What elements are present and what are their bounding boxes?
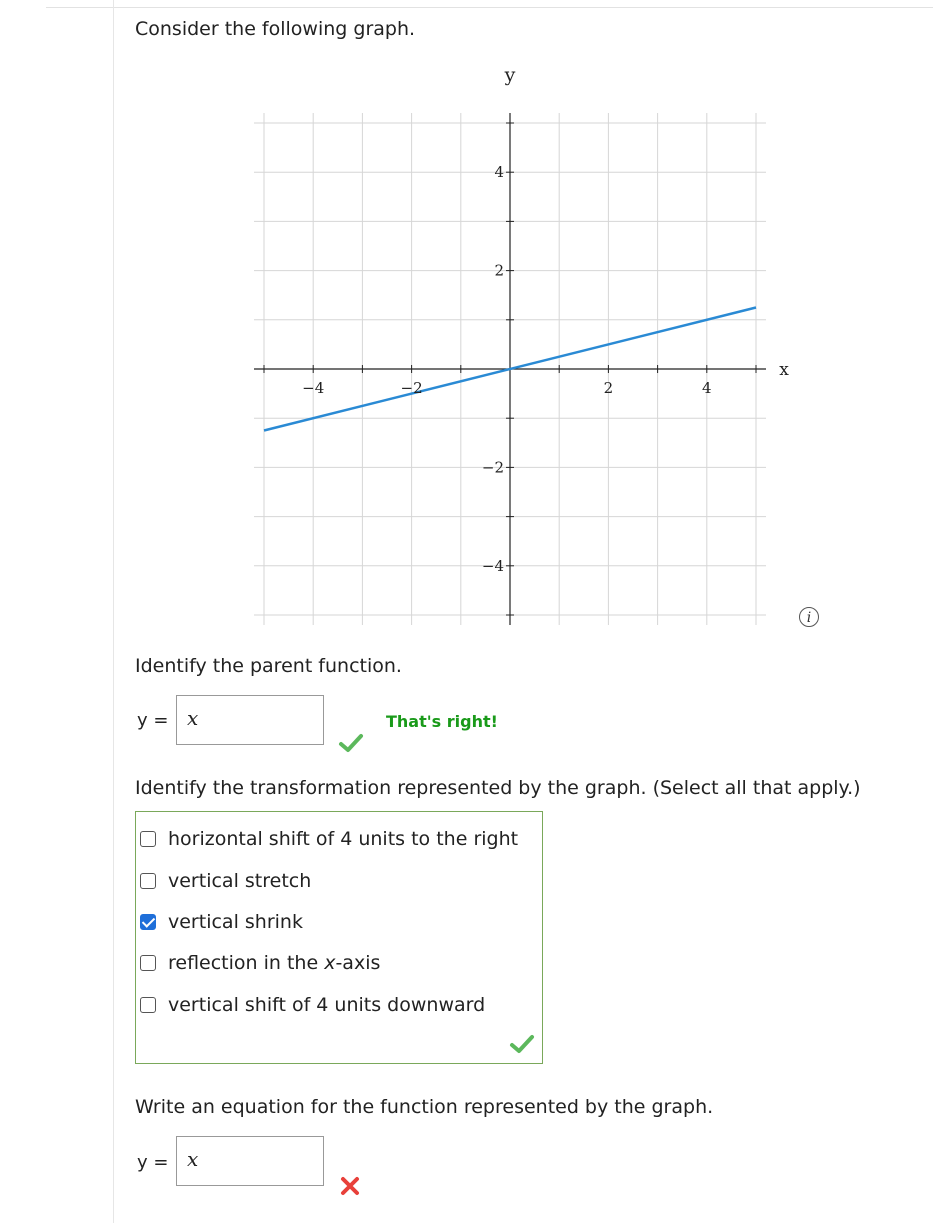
- y-axis-label: y: [504, 64, 516, 86]
- x-tick-label: 2: [603, 379, 614, 397]
- function-graph: [248, 64, 789, 630]
- x-tick-label: −4: [302, 379, 325, 397]
- parent-function-prompt: Identify the parent function.: [135, 655, 402, 677]
- y-tick-label: 4: [494, 163, 504, 182]
- choice-label: horizontal shift of 4 units to the right: [168, 828, 519, 850]
- checkbox[interactable]: [140, 873, 156, 889]
- graph-prompt: Consider the following graph.: [135, 18, 416, 40]
- parent-feedback: That's right!: [386, 712, 498, 731]
- choice-vertical-shift[interactable]: [140, 992, 485, 1018]
- transformation-prompt: Identify the transformation represented by the graph. (Select all that apply.): [135, 777, 861, 799]
- checkbox-checked[interactable]: [140, 914, 156, 930]
- equation-prompt: Write an equation for the function represented by the graph.: [135, 1096, 714, 1118]
- x-axis-label: x: [779, 360, 789, 380]
- left-margin-rule: [113, 0, 114, 1223]
- choice-label: vertical shrink: [168, 911, 303, 933]
- choice-label: vertical shift of 4 units downward: [168, 994, 486, 1016]
- checkbox[interactable]: [140, 997, 156, 1013]
- x-icon: [340, 1176, 360, 1196]
- choice-label-var: x: [324, 952, 336, 974]
- x-tick-label: −2: [400, 379, 423, 397]
- x-tick-label: 4: [702, 379, 712, 397]
- checkbox[interactable]: [140, 955, 156, 971]
- choice-label: [168, 952, 380, 974]
- parent-equation-label: y =: [137, 710, 169, 731]
- parent-function-input[interactable]: x: [176, 695, 324, 745]
- choice-vertical-shrink[interactable]: [140, 909, 303, 935]
- equation-label: y =: [137, 1152, 169, 1173]
- choice-label: vertical stretch: [168, 870, 312, 892]
- check-icon: [511, 1035, 533, 1053]
- choice-label-pre: reflection in the: [168, 952, 325, 974]
- equation-input[interactable]: x: [176, 1136, 324, 1186]
- info-icon[interactable]: i: [799, 607, 819, 627]
- y-tick-label: −2: [481, 458, 504, 477]
- check-icon: [340, 734, 362, 752]
- choice-label-post: -axis: [335, 952, 381, 974]
- choice-reflection[interactable]: [140, 950, 380, 976]
- y-tick-label: −4: [481, 556, 504, 575]
- choice-vertical-stretch[interactable]: [140, 868, 311, 894]
- checkbox[interactable]: [140, 831, 156, 847]
- y-tick-label: 2: [494, 261, 504, 280]
- choice-horizontal-shift[interactable]: [140, 826, 518, 852]
- top-bar: [46, 0, 933, 8]
- transformation-choices: [135, 811, 543, 1064]
